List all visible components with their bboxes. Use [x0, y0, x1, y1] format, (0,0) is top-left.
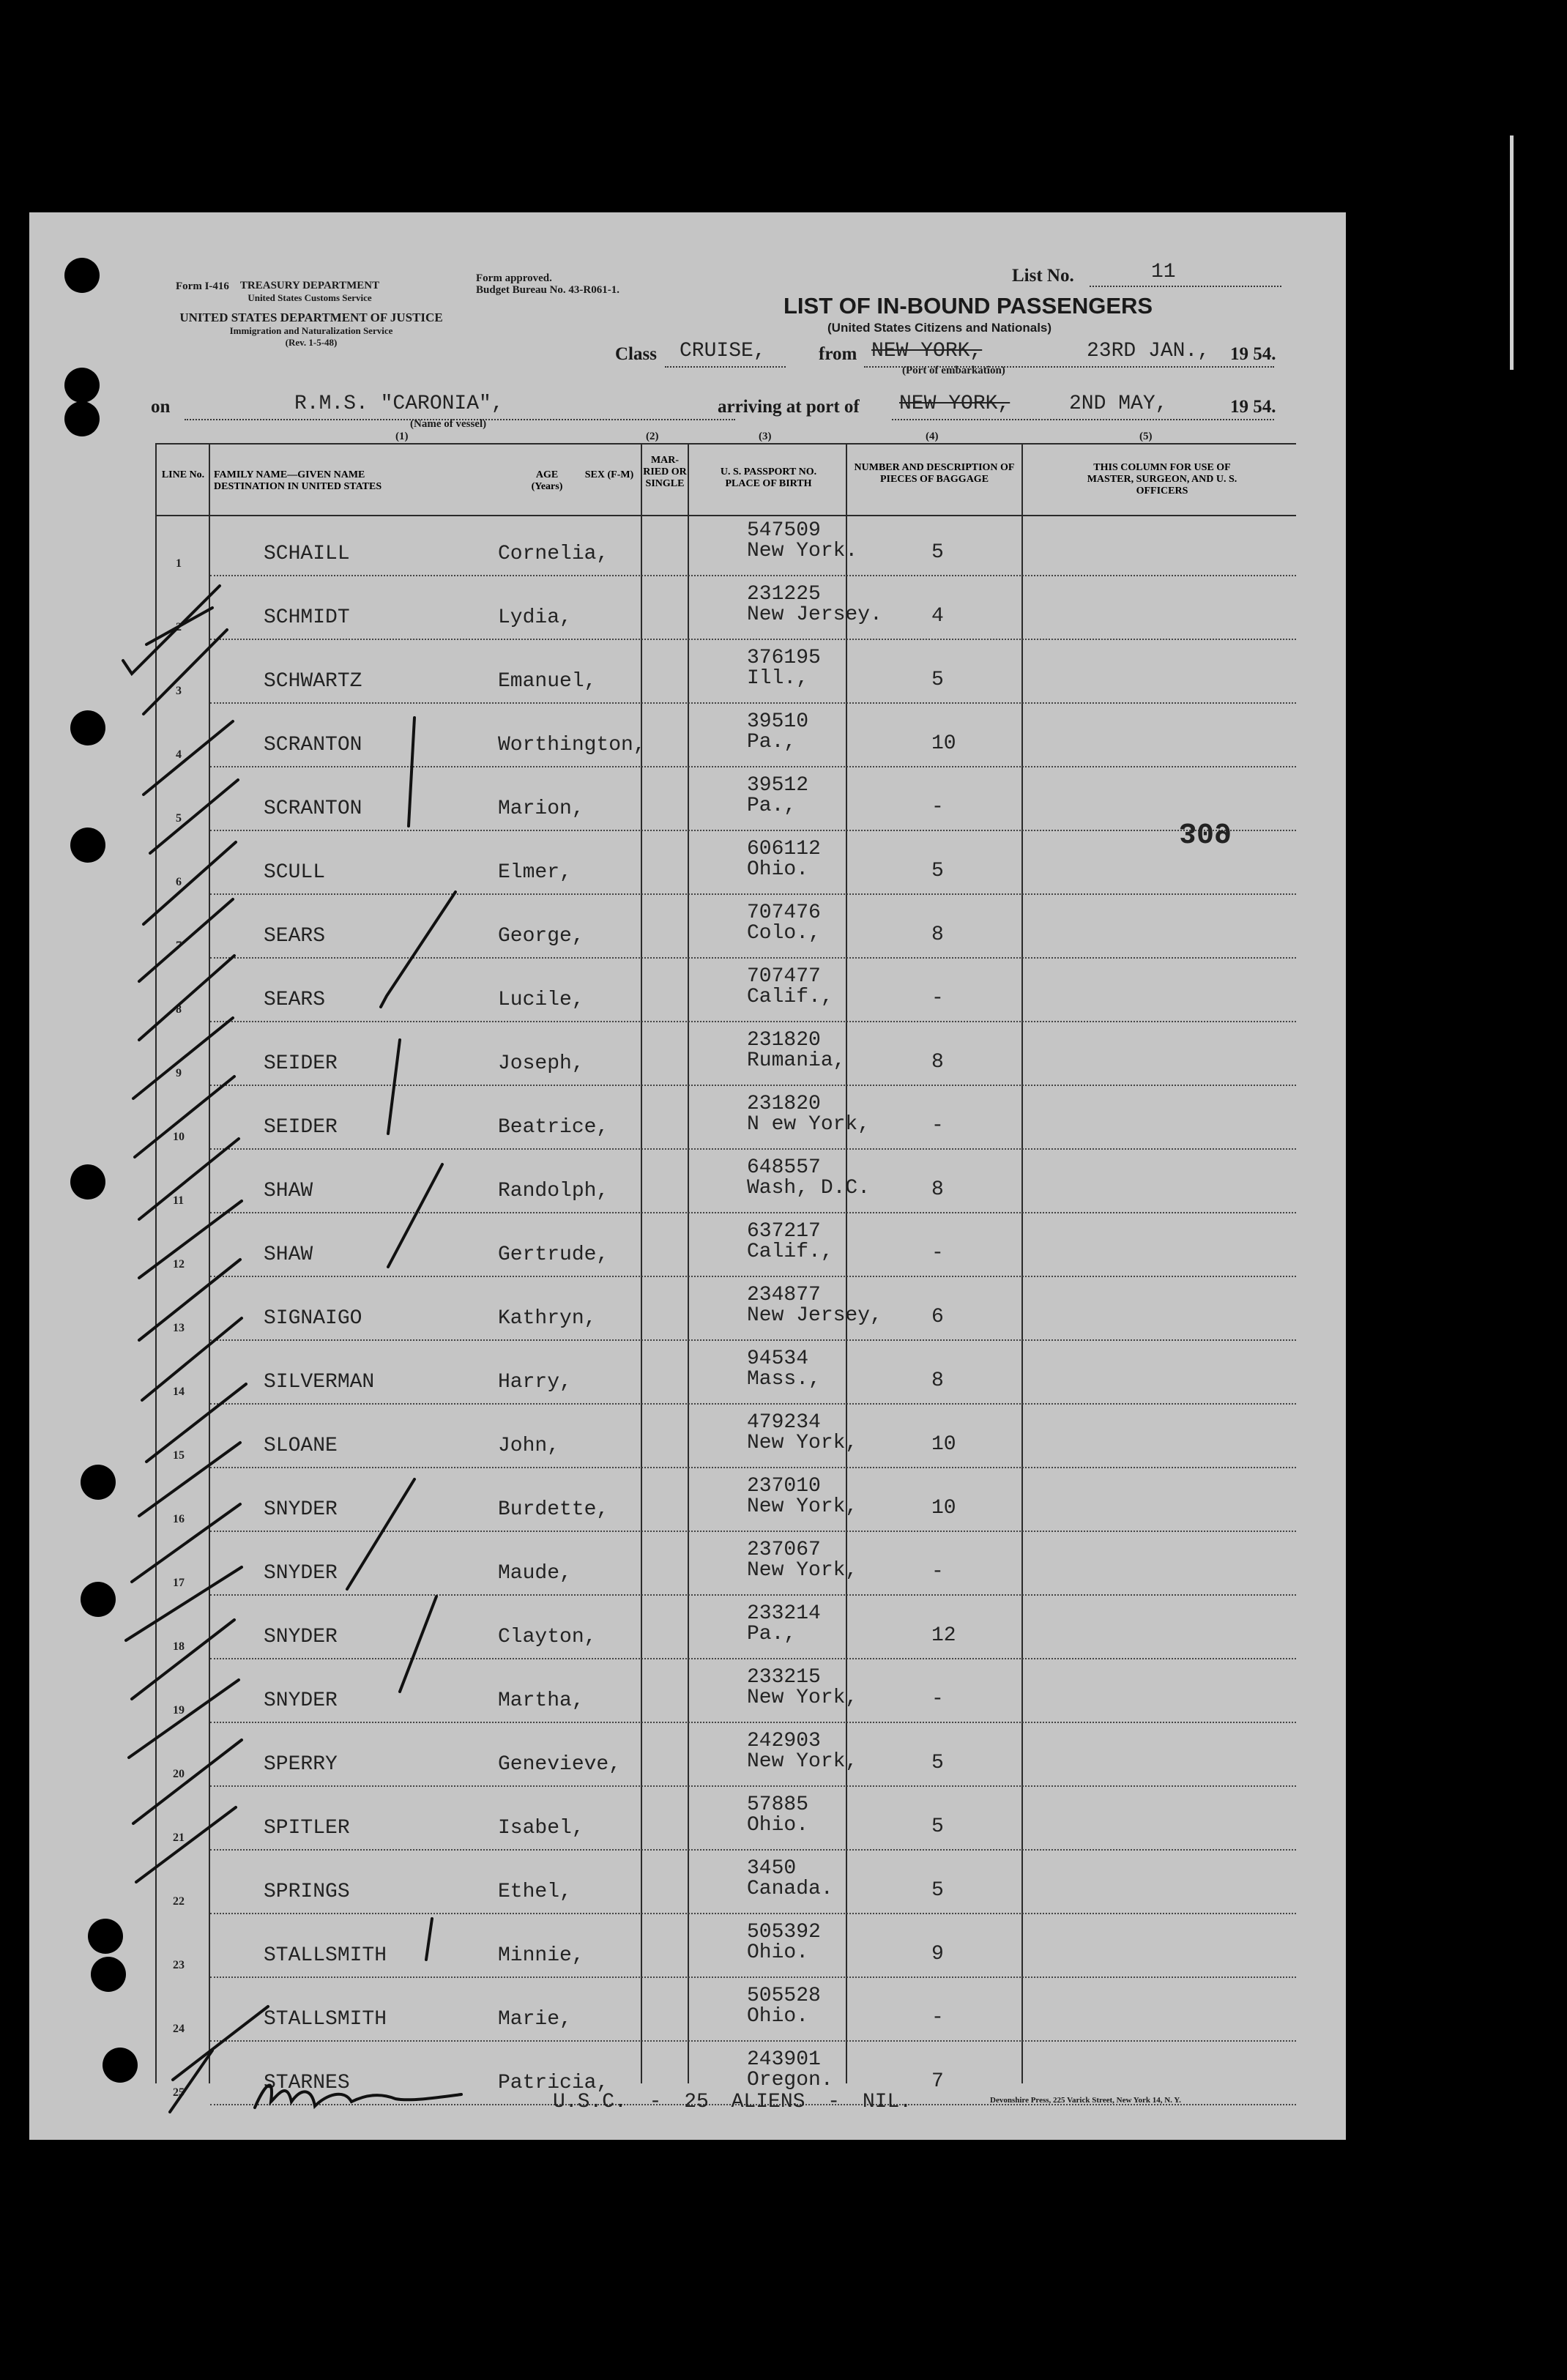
line-number: 20	[173, 1768, 185, 1780]
vessel-name: R.M.S. "CARONIA",	[294, 393, 504, 415]
line-number: 5	[176, 812, 182, 825]
given-name: Martha,	[498, 1689, 584, 1712]
customs-service: United States Customs Service	[247, 292, 372, 303]
line-number: 19	[173, 1704, 185, 1717]
place-of-birth: Colo.,	[747, 922, 821, 945]
row-separator	[210, 1849, 1296, 1851]
line-number: 6	[176, 876, 182, 888]
form-number: Form I-416	[176, 280, 229, 292]
baggage-count: 8	[931, 1178, 944, 1201]
family-name: SNYDER	[264, 1498, 338, 1521]
line-number: 18	[173, 1640, 185, 1653]
row-separator	[210, 766, 1296, 767]
baggage-count: 8	[931, 1369, 944, 1392]
from-value: NEW YORK,	[871, 340, 983, 362]
footer-summary: U.S.C. - 25 ALIENS - NIL.	[553, 2091, 912, 2113]
place-of-birth: New York,	[747, 1750, 858, 1773]
baggage-count: 5	[931, 1879, 944, 1902]
row-separator	[210, 1976, 1296, 1978]
passport-number: 547509	[747, 519, 821, 542]
baggage-count: 5	[931, 669, 944, 691]
passport-number: 505528	[747, 1985, 821, 2007]
page-subtitle: (United States Citizens and Nationals)	[827, 321, 1052, 335]
passport-number: 234877	[747, 1284, 821, 1306]
approval-text: Form approved.	[476, 272, 552, 284]
row-separator	[210, 575, 1296, 576]
baggage-count: -	[931, 1242, 944, 1265]
list-no-label: List No.	[1012, 266, 1074, 286]
given-name: Cornelia,	[498, 543, 609, 565]
scan-edge-streak	[1510, 135, 1514, 370]
row-separator	[210, 1339, 1296, 1341]
family-name: SCRANTON	[264, 797, 362, 820]
budget-text: Budget Bureau No. 43-R061-1.	[476, 284, 619, 296]
place-of-birth: Mass.,	[747, 1368, 821, 1391]
passport-number: 39510	[747, 710, 809, 733]
given-name: Patricia,	[498, 2072, 609, 2094]
class-line	[665, 366, 786, 368]
line-number: 3	[176, 685, 182, 697]
passport-number: 707477	[747, 965, 821, 988]
baggage-count: 9	[931, 1943, 944, 1966]
col-divider	[846, 443, 847, 2083]
line-number: 11	[173, 1194, 185, 1207]
col-header-line: LINE No.	[161, 469, 205, 480]
baggage-count: 10	[931, 1433, 956, 1456]
embark-date: 23RD JAN.,	[1087, 340, 1210, 362]
family-name: SILVERMAN	[264, 1371, 375, 1394]
family-name: SEARS	[264, 925, 326, 948]
given-name: Maude,	[498, 1562, 572, 1585]
line-number: 17	[173, 1577, 185, 1589]
line-number: 2	[176, 621, 182, 633]
given-name: Randolph,	[498, 1180, 609, 1202]
row-separator	[210, 2040, 1296, 2042]
line-number: 14	[173, 1386, 185, 1398]
line-number: 8	[176, 1003, 182, 1016]
place-of-birth: Ohio.	[747, 1814, 809, 1837]
passport-number: 237010	[747, 1475, 821, 1498]
row-separator	[210, 639, 1296, 640]
row-separator	[210, 957, 1296, 959]
baggage-count: 5	[931, 541, 944, 564]
baggage-count: -	[931, 796, 944, 819]
table-top-rule	[155, 443, 1296, 445]
line-number: 22	[173, 1895, 185, 1908]
family-name: SEIDER	[264, 1116, 338, 1139]
row-separator	[210, 1148, 1296, 1150]
place-of-birth: Ohio.	[747, 858, 809, 881]
given-name: Ethel,	[498, 1881, 572, 1903]
col-number-3: (3)	[759, 431, 772, 442]
passport-number: 231820	[747, 1093, 821, 1115]
punch-hole	[64, 401, 100, 436]
line-number: 23	[173, 1959, 185, 1971]
place-of-birth: Pa.,	[747, 1623, 797, 1645]
place-of-birth: Rumania,	[747, 1049, 846, 1072]
given-name: Kathryn,	[498, 1307, 597, 1330]
row-separator	[210, 1085, 1296, 1086]
col-header-age: AGE (Years)	[531, 469, 563, 492]
baggage-count: -	[931, 2007, 944, 2029]
place-of-birth: Pa.,	[747, 795, 797, 817]
place-of-birth: Ohio.	[747, 1941, 809, 1964]
arrival-line	[892, 419, 1274, 420]
passport-number: 231820	[747, 1029, 821, 1052]
given-name: Minnie,	[498, 1944, 584, 1967]
passport-number: 233214	[747, 1602, 821, 1625]
punch-hole	[64, 368, 100, 403]
place-of-birth: New Jersey.	[747, 603, 882, 626]
given-name: Lydia,	[498, 606, 572, 629]
family-name: SNYDER	[264, 1562, 338, 1585]
stamp-number: 309	[1179, 814, 1232, 847]
family-name: SCHMIDT	[264, 606, 350, 629]
rev-text: (Rev. 1-5-48)	[285, 337, 338, 348]
baggage-count: 12	[931, 1624, 956, 1647]
given-name: Emanuel,	[498, 670, 597, 693]
col-number-2: (2)	[646, 431, 659, 442]
passport-number: 237067	[747, 1539, 821, 1561]
line-number: 9	[176, 1067, 182, 1079]
punch-hole	[81, 1582, 116, 1617]
baggage-count: -	[931, 1561, 944, 1583]
place-of-birth: Calif.,	[747, 986, 833, 1008]
family-name: SHAW	[264, 1243, 313, 1266]
header-bottom-rule	[155, 515, 1296, 516]
baggage-count: 6	[931, 1306, 944, 1328]
col-divider	[155, 443, 157, 2083]
passport-number: 94534	[747, 1347, 809, 1370]
justice-dept: UNITED STATES DEPARTMENT OF JUSTICE	[179, 310, 443, 324]
class-value: CRUISE,	[680, 340, 766, 362]
on-label: on	[151, 397, 171, 417]
line-number: 15	[173, 1449, 185, 1462]
col-divider	[641, 443, 642, 2083]
row-separator	[210, 1722, 1296, 1723]
place-of-birth: New York,	[747, 1687, 858, 1709]
line-number: 25	[173, 2086, 185, 2099]
punch-hole	[70, 828, 105, 863]
baggage-count: -	[931, 1688, 944, 1711]
punch-hole	[64, 258, 100, 293]
family-name: SPITLER	[264, 1817, 350, 1840]
row-separator	[210, 1212, 1296, 1213]
col-header-baggage: NUMBER AND DESCRIPTION OF PIECES OF BAGGAGE	[854, 462, 1015, 485]
passport-number: 39512	[747, 774, 809, 797]
col-number-5: (5)	[1139, 431, 1153, 442]
passport-number: 3450	[747, 1857, 797, 1880]
page-title: LIST OF IN-BOUND PASSENGERS	[784, 293, 1153, 319]
embark-year: 19 54.	[1230, 344, 1276, 364]
list-no-value: 11	[1151, 261, 1176, 283]
family-name: SCULL	[264, 861, 326, 884]
passport-number: 606112	[747, 838, 821, 860]
row-separator	[210, 1403, 1296, 1405]
arrival-port: NEW YORK,	[899, 393, 1010, 415]
vessel-hint: (Name of vessel)	[410, 418, 487, 430]
line-number: 16	[173, 1513, 185, 1525]
line-number: 24	[173, 2023, 185, 2035]
passport-number: 231225	[747, 583, 821, 606]
row-separator	[210, 702, 1296, 704]
place-of-birth: New York.	[747, 540, 858, 562]
place-of-birth: New York,	[747, 1495, 858, 1518]
col-divider	[688, 443, 689, 2083]
family-name: SCRANTON	[264, 734, 362, 756]
line-number: 21	[173, 1832, 185, 1844]
baggage-count: 4	[931, 605, 944, 628]
place-of-birth: New York,	[747, 1559, 858, 1582]
col-header-passport: U. S. PASSPORT NO. PLACE OF BIRTH	[720, 466, 817, 489]
family-name: SLOANE	[264, 1435, 338, 1457]
family-name: STARNES	[264, 2072, 350, 2094]
line-number: 12	[173, 1258, 185, 1271]
treasury-dept: TREASURY DEPARTMENT	[239, 280, 380, 291]
col-divider	[209, 443, 210, 2083]
baggage-count: 8	[931, 923, 944, 946]
row-separator	[210, 1021, 1296, 1022]
punch-hole	[91, 1957, 126, 1992]
given-name: Beatrice,	[498, 1116, 609, 1139]
given-name: Marion,	[498, 797, 584, 820]
passport-number: 57885	[747, 1793, 809, 1816]
manifest-sheet	[29, 212, 1346, 2140]
baggage-count: 7	[931, 2070, 944, 2093]
col-number-4: (4)	[926, 431, 939, 442]
passport-number: 648557	[747, 1156, 821, 1179]
family-name: STALLSMITH	[264, 1944, 387, 1967]
family-name: STALLSMITH	[264, 2008, 387, 2031]
baggage-count: 5	[931, 1815, 944, 1838]
punch-hole	[103, 2048, 138, 2083]
baggage-count: 10	[931, 1497, 956, 1520]
punch-hole	[88, 1919, 123, 1954]
place-of-birth: N ew York,	[747, 1113, 871, 1136]
passport-number: 376195	[747, 647, 821, 669]
list-no-line	[1090, 286, 1281, 287]
line-number: 13	[173, 1322, 185, 1334]
passport-number: 707476	[747, 901, 821, 924]
given-name: Worthington,	[498, 734, 646, 756]
given-name: Elmer,	[498, 861, 572, 884]
class-label: Class	[615, 344, 657, 364]
row-separator	[210, 1594, 1296, 1596]
row-separator	[210, 830, 1296, 831]
col-header-married: MAR-RIED OR SINGLE	[643, 455, 687, 489]
row-separator	[210, 1785, 1296, 1787]
col-divider	[1021, 443, 1023, 2083]
row-separator	[210, 1467, 1296, 1468]
line-number: 4	[176, 748, 182, 761]
passport-number: 233215	[747, 1666, 821, 1689]
place-of-birth: Wash, D.C.	[747, 1177, 871, 1200]
col-header-name: FAMILY NAME—GIVEN NAME DESTINATION IN UNITED STATES	[214, 469, 382, 492]
col-number-1: (1)	[395, 431, 409, 442]
family-name: SEIDER	[264, 1052, 338, 1075]
line-number: 10	[173, 1131, 185, 1143]
passport-number: 242903	[747, 1730, 821, 1752]
printer-imprint: Devonshire Press, 225 Varick Street, New York 14, N. Y.	[990, 2096, 1181, 2105]
family-name: SPRINGS	[264, 1881, 350, 1903]
baggage-count: 10	[931, 732, 956, 755]
given-name: John,	[498, 1435, 560, 1457]
baggage-count: -	[931, 1115, 944, 1137]
arrival-year: 19 54.	[1230, 397, 1276, 417]
place-of-birth: Ill.,	[747, 667, 809, 690]
col-header-officers: THIS COLUMN FOR USE OF MASTER, SURGEON, AND U. S. OFFICERS	[1087, 462, 1237, 497]
punch-hole	[81, 1465, 116, 1500]
col-header-sex: SEX (F-M)	[584, 469, 634, 480]
baggage-count: 5	[931, 860, 944, 882]
baggage-count: 8	[931, 1051, 944, 1074]
given-name: Lucile,	[498, 989, 584, 1011]
given-name: Burdette,	[498, 1498, 609, 1521]
place-of-birth: Oregon.	[747, 2069, 833, 2091]
arrival-date: 2ND MAY,	[1069, 393, 1168, 415]
given-name: Marie,	[498, 2008, 572, 2031]
place-of-birth: Pa.,	[747, 731, 797, 754]
place-of-birth: Canada.	[747, 1878, 833, 1900]
place-of-birth: Ohio.	[747, 2005, 809, 2028]
passport-number: 637217	[747, 1220, 821, 1243]
punch-hole	[70, 1164, 105, 1200]
place-of-birth: New York,	[747, 1432, 858, 1454]
ins-text: Immigration and Naturalization Service	[229, 325, 393, 336]
punch-hole	[70, 710, 105, 745]
line-number: 7	[176, 940, 182, 952]
passport-number: 243901	[747, 2048, 821, 2071]
family-name: SNYDER	[264, 1689, 338, 1712]
place-of-birth: New Jersey,	[747, 1304, 882, 1327]
given-name: Gertrude,	[498, 1243, 609, 1266]
row-separator	[210, 1531, 1296, 1532]
passport-number: 505392	[747, 1921, 821, 1944]
passenger-table	[155, 443, 1296, 2099]
row-separator	[210, 1658, 1296, 1659]
passport-number: 479234	[747, 1411, 821, 1434]
given-name: Genevieve,	[498, 1753, 622, 1776]
row-separator	[210, 1276, 1296, 1277]
baggage-count: 5	[931, 1752, 944, 1774]
family-name: SEARS	[264, 989, 326, 1011]
family-name: SHAW	[264, 1180, 313, 1202]
from-label: from	[819, 344, 857, 364]
port-embark-hint: (Port of embarkation)	[902, 365, 1005, 376]
family-name: SCHWARTZ	[264, 670, 362, 693]
given-name: Harry,	[498, 1371, 572, 1394]
baggage-count: -	[931, 987, 944, 1010]
family-name: SCHAILL	[264, 543, 350, 565]
arriving-label: arriving at port of	[718, 397, 860, 417]
given-name: Isabel,	[498, 1817, 584, 1840]
row-separator	[210, 893, 1296, 895]
family-name: SIGNAIGO	[264, 1307, 362, 1330]
place-of-birth: Calif.,	[747, 1241, 833, 1263]
given-name: George,	[498, 925, 584, 948]
family-name: SPERRY	[264, 1753, 338, 1776]
row-separator	[210, 1913, 1296, 1914]
family-name: SNYDER	[264, 1626, 338, 1648]
line-number: 1	[176, 557, 182, 570]
given-name: Clayton,	[498, 1626, 597, 1648]
given-name: Joseph,	[498, 1052, 584, 1075]
